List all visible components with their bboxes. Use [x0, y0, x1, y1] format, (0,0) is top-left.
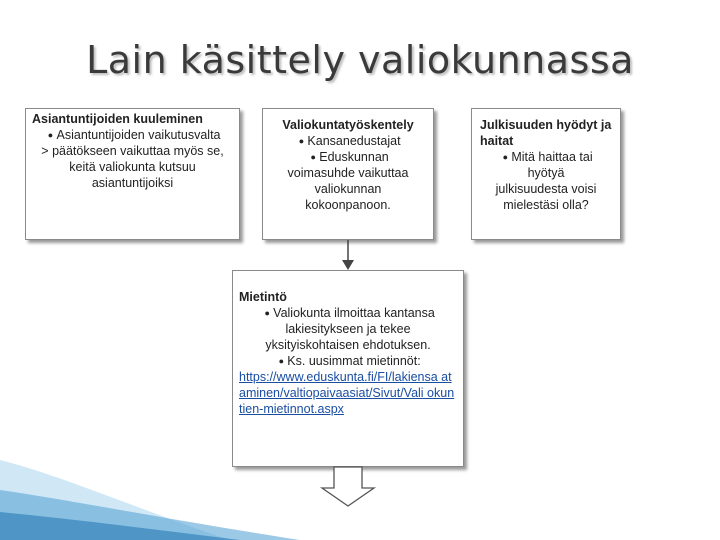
bullet-icon: ● [278, 356, 285, 366]
committee-bullet-text: Eduskunnan voimasuhde vaikuttaa valiokunnan kokoonpanoon. [287, 150, 409, 212]
bullet-icon: ● [298, 136, 305, 146]
report-bullet-text: Ks. uusimmat mietinnöt: [287, 354, 421, 368]
committee-heading: Valiokuntatyöskentely [282, 118, 414, 132]
report-link[interactable]: https://www.eduskunta.fi/FI/lakiensa ataminen/valtiopaivaasiat/Sivut/Vali okuntien-mietinnot.aspx [239, 370, 455, 416]
corner-decoration [0, 420, 330, 540]
experts-bullet-text: Asiantuntijoiden vaikutusvalta > päätökseen vaikuttaa myös se, keitä valiokunta kutsuu asiantuntijoiksi [41, 128, 224, 190]
publicity-heading: Julkisuuden hyödyt ja haitat [480, 118, 612, 148]
committee-bullet-text: Kansanedustajat [307, 134, 401, 148]
bullet-icon: ● [264, 308, 270, 318]
report-bullet-text: Valiokunta ilmoittaa kantansa lakiesitykseen ja tekee yksityiskohtaisen ehdotuksen. [265, 306, 435, 352]
bullet-icon: ● [47, 130, 54, 140]
report-heading: Mietintö [239, 290, 287, 304]
experts-heading: Asiantuntijoiden kuuleminen [32, 112, 203, 126]
bullet-icon: ● [310, 152, 316, 162]
connector-arrowhead [342, 260, 354, 270]
bullet-icon: ● [502, 152, 509, 162]
publicity-bullet-text: Mitä haittaa tai hyötyä julkisuudesta voisi mielestäsi olla? [495, 150, 597, 212]
slide-title: Lain käsittely valiokunnassa [86, 38, 634, 82]
